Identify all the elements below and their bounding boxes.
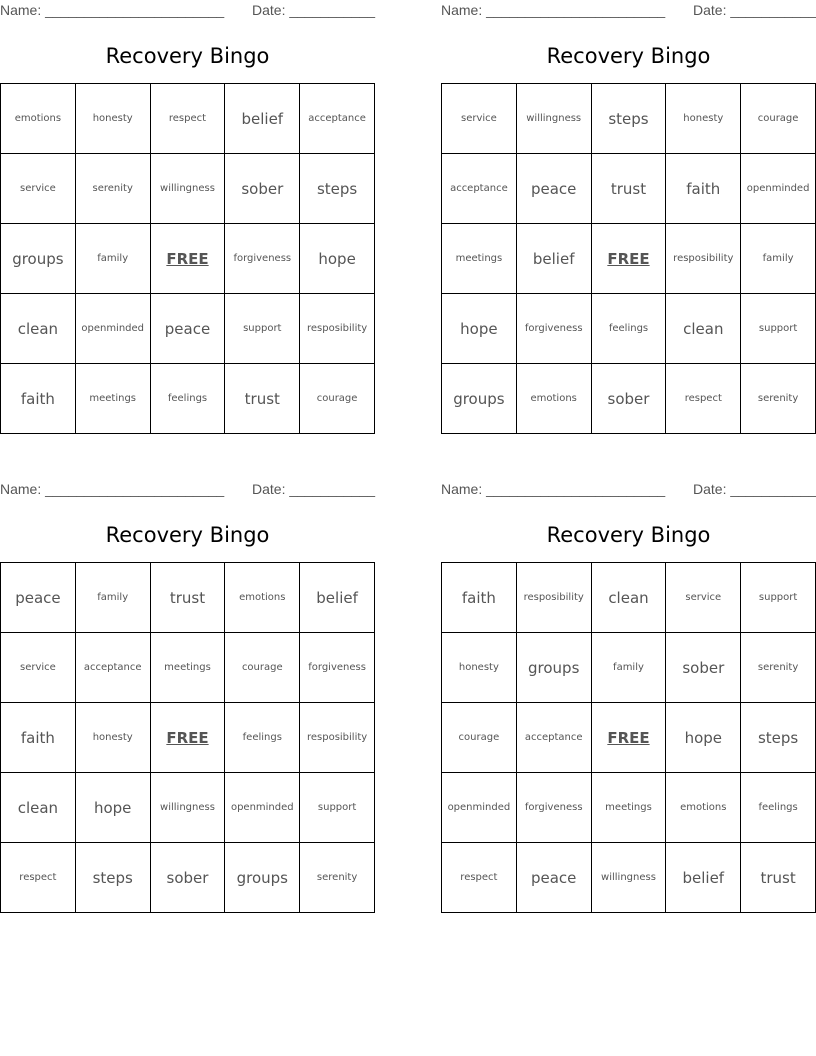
bingo-cell: respect — [666, 364, 741, 434]
bingo-cell: courage — [442, 703, 517, 773]
bingo-cell: acceptance — [75, 633, 150, 703]
bingo-cell: belief — [300, 563, 375, 633]
bingo-cell: respect — [442, 843, 517, 913]
bingo-cell: honesty — [442, 633, 517, 703]
bingo-cell: hope — [75, 773, 150, 843]
bingo-cell: belief — [225, 84, 300, 154]
name-field: Name: _______________________ — [441, 481, 666, 497]
bingo-row — [442, 773, 816, 843]
bingo-cell: sober — [150, 843, 225, 913]
bingo-cell: feelings — [741, 773, 816, 843]
bingo-cell: resposibility — [516, 563, 591, 633]
card-title: Recovery Bingo — [105, 44, 270, 68]
bingo-row — [1, 154, 375, 224]
bingo-cell: resposibility — [300, 294, 375, 364]
card-title: Recovery Bingo — [546, 44, 711, 68]
bingo-cell: support — [225, 294, 300, 364]
bingo-cell: acceptance — [442, 154, 517, 224]
bingo-cell: serenity — [75, 154, 150, 224]
bingo-cell: feelings — [591, 294, 666, 364]
bingo-cell: resposibility — [300, 703, 375, 773]
bingo-row — [442, 294, 816, 364]
bingo-card-4 — [441, 479, 816, 913]
card-header — [0, 0, 375, 20]
bingo-cell: steps — [591, 84, 666, 154]
bingo-row — [1, 224, 375, 294]
bingo-cell: willingness — [150, 154, 225, 224]
card-header — [0, 479, 375, 499]
bingo-cell: clean — [591, 563, 666, 633]
free-cell: FREE — [591, 703, 666, 773]
bingo-cell: meetings — [591, 773, 666, 843]
bingo-cell: meetings — [75, 364, 150, 434]
bingo-cell: hope — [300, 224, 375, 294]
bingo-cell: steps — [741, 703, 816, 773]
bingo-cell: respect — [150, 84, 225, 154]
bingo-card-1 — [0, 0, 375, 434]
bingo-row — [442, 154, 816, 224]
bingo-cell: family — [75, 224, 150, 294]
bingo-cell: steps — [75, 843, 150, 913]
bingo-cell: support — [741, 294, 816, 364]
bingo-cell: openminded — [225, 773, 300, 843]
bingo-cell: honesty — [75, 84, 150, 154]
bingo-cell: serenity — [300, 843, 375, 913]
bingo-cell: service — [442, 84, 517, 154]
bingo-cell: openminded — [442, 773, 517, 843]
bingo-cell: serenity — [741, 364, 816, 434]
bingo-cell: groups — [516, 633, 591, 703]
bingo-card-2 — [441, 0, 816, 434]
bingo-cell: openminded — [75, 294, 150, 364]
bingo-cell: service — [1, 633, 76, 703]
bingo-cell: clean — [666, 294, 741, 364]
bingo-cell: serenity — [741, 633, 816, 703]
bingo-cell: faith — [442, 563, 517, 633]
bingo-row — [442, 84, 816, 154]
bingo-cell: clean — [1, 294, 76, 364]
bingo-cell: sober — [225, 154, 300, 224]
bingo-cell: honesty — [75, 703, 150, 773]
bingo-cell: courage — [300, 364, 375, 434]
bingo-cell: peace — [516, 154, 591, 224]
bingo-cell: faith — [1, 364, 76, 434]
card-header — [441, 479, 816, 499]
bingo-row — [442, 843, 816, 913]
bingo-cell: acceptance — [516, 703, 591, 773]
bingo-row — [1, 633, 375, 703]
bingo-cell: faith — [1, 703, 76, 773]
bingo-cell: courage — [741, 84, 816, 154]
bingo-cell: family — [591, 633, 666, 703]
bingo-cell: hope — [442, 294, 517, 364]
bingo-cell: peace — [516, 843, 591, 913]
card-title: Recovery Bingo — [546, 523, 711, 547]
bingo-cell: willingness — [150, 773, 225, 843]
bingo-cell: steps — [300, 154, 375, 224]
bingo-cell: groups — [442, 364, 517, 434]
bingo-cell: resposibility — [666, 224, 741, 294]
bingo-cell: acceptance — [300, 84, 375, 154]
free-cell: FREE — [150, 224, 225, 294]
bingo-cell: feelings — [150, 364, 225, 434]
bingo-cell: emotions — [666, 773, 741, 843]
card-header — [441, 0, 816, 20]
name-field: Name: _______________________ — [0, 2, 225, 18]
bingo-grid — [441, 83, 816, 434]
card-title: Recovery Bingo — [105, 523, 270, 547]
bingo-row — [442, 633, 816, 703]
bingo-cell: respect — [1, 843, 76, 913]
bingo-cell: forgiveness — [300, 633, 375, 703]
bingo-cell: service — [1, 154, 76, 224]
bingo-row — [1, 843, 375, 913]
bingo-cell: belief — [516, 224, 591, 294]
name-field: Name: _______________________ — [0, 481, 225, 497]
bingo-cell: emotions — [1, 84, 76, 154]
bingo-cell: openminded — [741, 154, 816, 224]
bingo-grid — [0, 83, 375, 434]
bingo-row — [442, 563, 816, 633]
bingo-cell: hope — [666, 703, 741, 773]
date-field: Date: ___________ — [252, 2, 375, 18]
bingo-cell: meetings — [442, 224, 517, 294]
bingo-row — [1, 84, 375, 154]
bingo-cell: forgiveness — [516, 294, 591, 364]
bingo-row — [1, 773, 375, 843]
bingo-grid — [441, 562, 816, 913]
bingo-row — [442, 224, 816, 294]
bingo-row — [442, 364, 816, 434]
bingo-cell: service — [666, 563, 741, 633]
bingo-cell: support — [300, 773, 375, 843]
bingo-cell: feelings — [225, 703, 300, 773]
bingo-cell: meetings — [150, 633, 225, 703]
bingo-cell: forgiveness — [225, 224, 300, 294]
bingo-cell: forgiveness — [516, 773, 591, 843]
bingo-row — [1, 563, 375, 633]
bingo-cell: willingness — [516, 84, 591, 154]
bingo-cell: groups — [1, 224, 76, 294]
bingo-cell: belief — [666, 843, 741, 913]
bingo-cell: family — [75, 563, 150, 633]
date-field: Date: ___________ — [252, 481, 375, 497]
bingo-cell: sober — [666, 633, 741, 703]
bingo-cell: willingness — [591, 843, 666, 913]
bingo-cell: peace — [1, 563, 76, 633]
bingo-card-3 — [0, 479, 375, 913]
bingo-cell: courage — [225, 633, 300, 703]
bingo-row — [1, 364, 375, 434]
bingo-row — [1, 294, 375, 364]
bingo-cell: trust — [225, 364, 300, 434]
free-cell: FREE — [591, 224, 666, 294]
bingo-cell: groups — [225, 843, 300, 913]
bingo-cell: peace — [150, 294, 225, 364]
bingo-grid — [0, 562, 375, 913]
bingo-cell: sober — [591, 364, 666, 434]
name-field: Name: _______________________ — [441, 2, 666, 18]
bingo-cell: support — [741, 563, 816, 633]
date-field: Date: ___________ — [693, 481, 816, 497]
bingo-cell: honesty — [666, 84, 741, 154]
bingo-cell: trust — [150, 563, 225, 633]
bingo-cell: trust — [741, 843, 816, 913]
bingo-cell: emotions — [516, 364, 591, 434]
bingo-row — [1, 703, 375, 773]
bingo-cell: faith — [666, 154, 741, 224]
date-field: Date: ___________ — [693, 2, 816, 18]
bingo-cell: clean — [1, 773, 76, 843]
bingo-cell: family — [741, 224, 816, 294]
bingo-cell: emotions — [225, 563, 300, 633]
free-cell: FREE — [150, 703, 225, 773]
bingo-row — [442, 703, 816, 773]
bingo-cell: trust — [591, 154, 666, 224]
